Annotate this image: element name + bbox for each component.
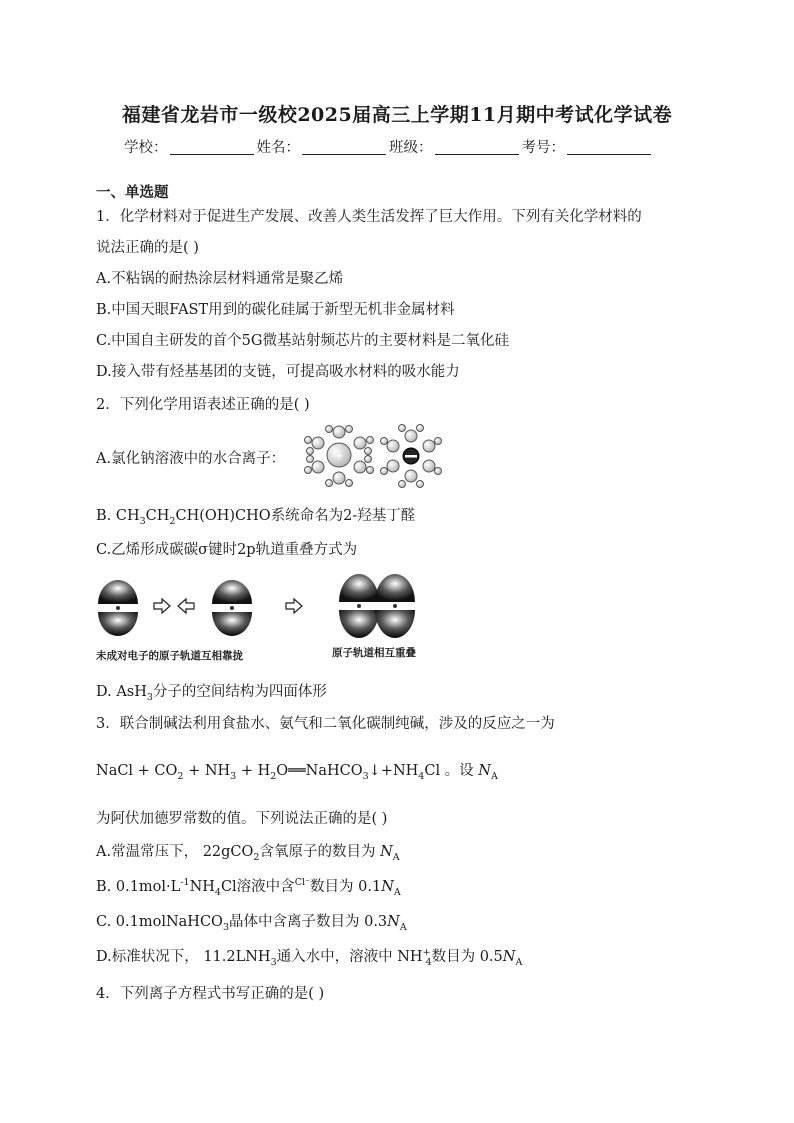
- q2-option-b: B. $CH_3CH_2CH(OH)CHO$系统命名为2-羟基丁醛: [96, 508, 416, 527]
- section-title: 一、单选题: [96, 184, 169, 201]
- q2-option-a: A.氯化钠溶液中的水合离子：: [96, 451, 286, 467]
- q1-option-c: C.中国自主研发的首个5G微基站射频芯片的主要材料是二氧化硅: [96, 333, 509, 349]
- exam-no-label: 考号：: [521, 140, 565, 156]
- equals-arrow: ══: [288, 763, 306, 779]
- q2-option-d: D. AsH$_3$分子的空间结构为四面体形: [96, 684, 327, 703]
- left-arrow-icon: [178, 599, 194, 613]
- q1-stem-line1: 1．化学材料对于促进生产发展、改善人类生活发挥了巨大作用。下列有关化学材料的: [96, 209, 642, 225]
- q1-option-d: D.接入带有烃基基团的支链，可提高吸水材料的吸水能力: [96, 364, 460, 380]
- q2-stem: 2．下列化学用语表述正确的是( ): [96, 397, 310, 413]
- orbital-caption-right: 原子轨道相互重叠: [332, 647, 416, 659]
- q3-equation: NaCl + $CO_2 + NH_3$ + $H_2O══NaHCO_3↓+NH_4Cl$ 。设 $N_A$: [96, 763, 498, 782]
- class-blank: [435, 138, 519, 155]
- q1-option-b: B.中国天眼FAST用到的碳化硅属于新型无机非金属材料: [96, 302, 455, 318]
- name-blank: [302, 138, 386, 155]
- page-title: 福建省龙岩市一级校2025届高三上学期11月期中考试化学试卷: [121, 104, 673, 126]
- q4-stem: 4．下列离子方程式书写正确的是( ): [96, 986, 325, 1002]
- q3-stem-continued: 为阿伏加德罗常数的值。下列说法正确的是( ): [96, 811, 388, 827]
- exam-no-blank: [567, 138, 651, 155]
- hydrated-ions-figure: [298, 424, 448, 490]
- sodium-hydrated-ion: [305, 426, 374, 487]
- class-label: 班级：: [389, 140, 433, 156]
- q3-option-a: A.常温常压下， 22gCO$_2$含氧原子的数目为 $N_A$: [96, 844, 400, 863]
- student-info-line: [124, 136, 654, 157]
- q2-option-c: C.乙烯形成碳碳σ键时2p轨道重叠方式为: [96, 542, 358, 558]
- minus-sign-icon: [405, 455, 417, 458]
- right-arrow-icon: [286, 599, 302, 613]
- q1-option-a: A.不粘锅的耐热涂层材料通常是聚乙烯: [96, 271, 344, 287]
- chloride-hydrated-ion: [381, 425, 442, 488]
- right-arrow-icon: [154, 599, 170, 613]
- orbital-caption-left: 未成对电子的原子轨道互相靠拢: [96, 650, 243, 662]
- q3-stem: 3．联合制碱法利用食盐水、氨气和二氧化碳制纯碱，涉及的反应之一为: [96, 716, 555, 732]
- q3-option-c: C. 0.1molNaHCO$_3$晶体中含离子数目为 $0.3N_A$: [96, 914, 407, 933]
- school-label: 学校：: [124, 140, 168, 156]
- p-orbital-overlap-figure: [96, 572, 436, 644]
- p-orbital-1: [98, 580, 138, 636]
- q3-option-b: B. $0.1mol\cdot L^{-1}NH_4Cl$溶液中含$^{Cl^-}$数目为 $0.1N_A$: [96, 877, 401, 898]
- q1-stem-line2: 说法正确的是( ): [96, 240, 199, 256]
- overlapped-orbitals: [339, 574, 415, 638]
- p-orbital-2: [212, 580, 252, 636]
- plus-sign-icon: +: [333, 449, 345, 464]
- name-label: 姓名：: [256, 140, 300, 156]
- q3-option-d: D.标准状况下， $11.2LNH_3$通入水中，溶液中 $NH^+_4$数目为 $0.5N_A$: [96, 947, 523, 968]
- school-blank: [170, 138, 254, 155]
